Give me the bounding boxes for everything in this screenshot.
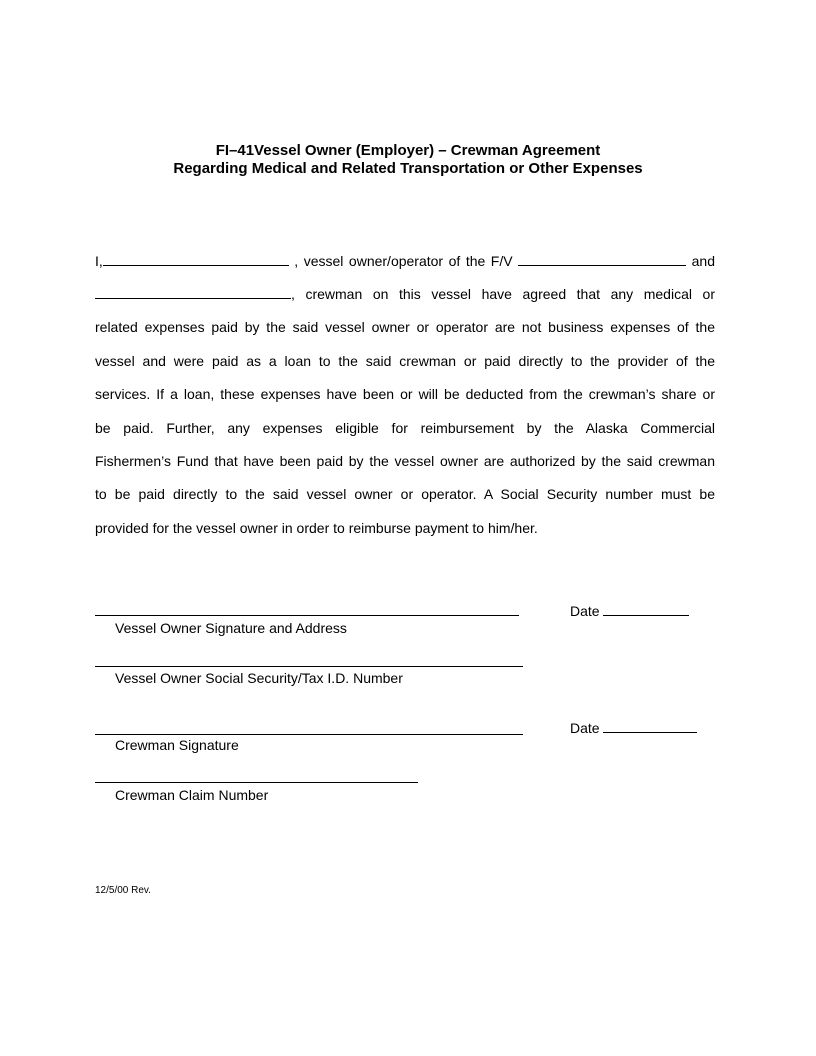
agreement-line-1: I, , vessel owner/operator of the F/V and [95, 253, 715, 269]
owner-signature-line[interactable] [95, 615, 519, 616]
crewman-date-field [570, 719, 697, 737]
revision-note: 12/5/00 Rev. [95, 885, 151, 896]
vessel-name-field[interactable] [518, 252, 686, 266]
crewman-signature-label: Crewman Signature [115, 737, 239, 753]
owner-date-blank[interactable] [603, 602, 689, 616]
owner-ssn-label: Vessel Owner Social Security/Tax I.D. Number [115, 670, 403, 686]
owner-ssn-line[interactable] [95, 666, 523, 667]
crewman-signature-line[interactable] [95, 734, 523, 735]
agreement-line-2: , crewman on this vessel have agreed that any medical or [95, 285, 715, 303]
agreement-line-4: vessel and were paid as a loan to the said crewman or paid directly to the provider of the [95, 353, 715, 369]
owner-date-field [570, 602, 689, 620]
agreement-line-9: provided for the vessel owner in order to reimburse payment to him/her. [95, 520, 538, 536]
agreement-line-6: be paid. Further, any expenses eligible for reimbursement by the Alaska Commercial [95, 420, 715, 436]
date-label: Date [570, 603, 600, 619]
owner-name-field[interactable] [103, 252, 289, 266]
agreement-line-3: related expenses paid by the said vessel owner or operator are not business expenses of the [95, 319, 715, 335]
owner-signature-label: Vessel Owner Signature and Address [115, 620, 347, 636]
form-title-line-2: Regarding Medical and Related Transportation or Other Expenses [173, 160, 643, 177]
date-label: Date [570, 720, 600, 736]
form-title-line-1: FI–41Vessel Owner (Employer) – Crewman Agreement [215, 142, 601, 159]
agreement-line-8: to be paid directly to the said vessel owner or operator. A Social Security number must be [95, 486, 715, 502]
crewman-date-blank[interactable] [603, 719, 697, 733]
crewman-claim-label: Crewman Claim Number [115, 787, 269, 803]
crewman-name-field[interactable] [95, 285, 291, 299]
agreement-line-7: Fishermen’s Fund that have been paid by the vessel owner are authorized by the said crewman [95, 453, 715, 469]
crewman-claim-line[interactable] [95, 782, 418, 783]
agreement-line-5: services. If a loan, these expenses have been or will be deducted from the crewman’s share or [95, 386, 715, 402]
